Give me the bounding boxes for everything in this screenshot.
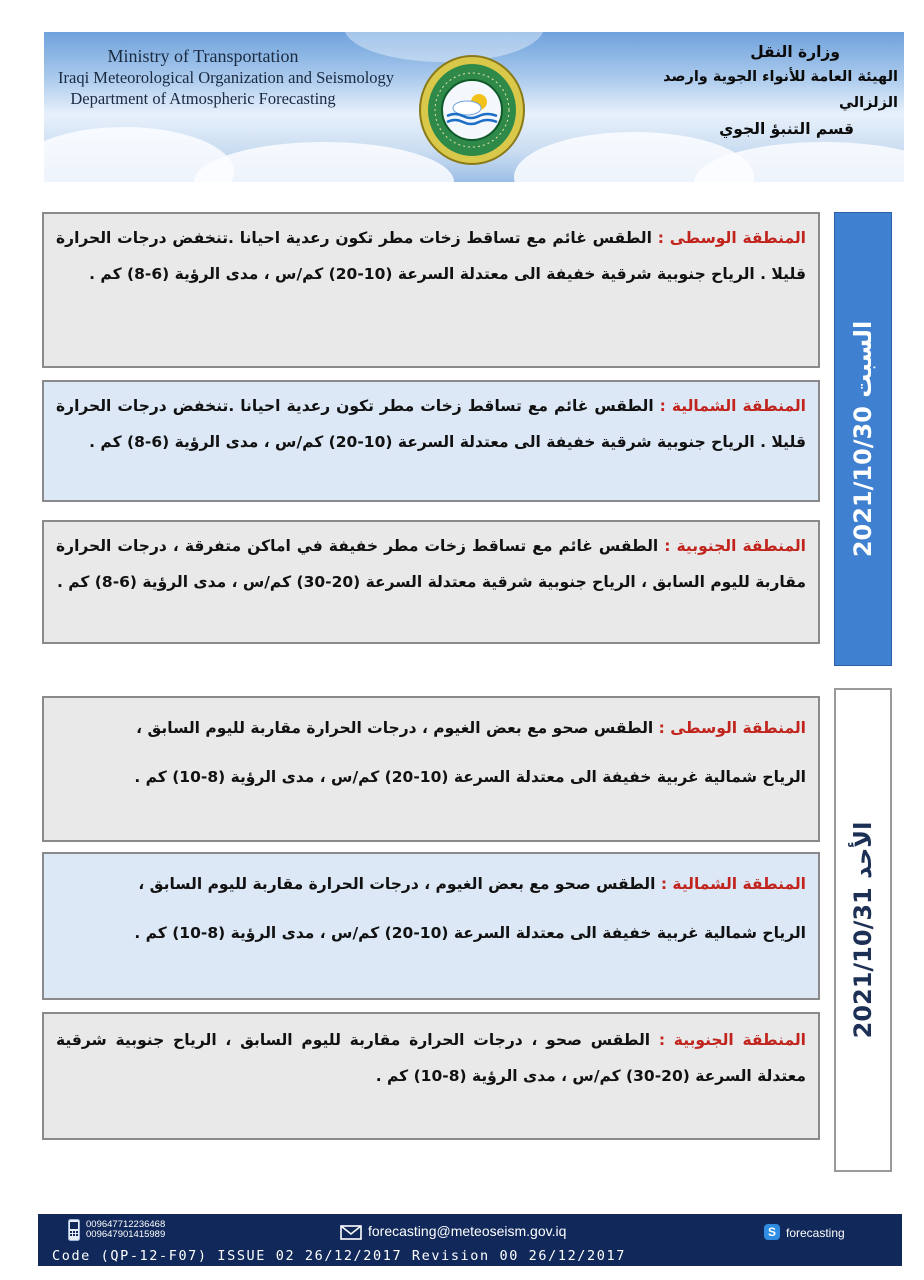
ministry-name-en: Ministry of Transportation (107, 46, 299, 66)
forecast-text: الطقس صحو ، درجات الحرارة مقاربة لليوم السابق ، الرياح جنوبية شرقية معتدلة السرعة (20-30) كم/س ، مدى الرؤية (8-10) كم . (56, 1031, 806, 1085)
meteorological-seal-icon (417, 54, 527, 166)
department-name-ar: قسم التنبؤ الجوي (719, 120, 854, 138)
day2-north-forecast (42, 852, 820, 1000)
skype-handle[interactable]: forecasting (786, 1226, 845, 1240)
email-link[interactable]: forecasting@meteoseism.gov.iq (368, 1223, 567, 1239)
region-label: المنطقة الجنوبية : (658, 1031, 806, 1049)
day2-date-label: الأحد 2021/10/31 (849, 821, 877, 1039)
region-label: المنطقة الوسطى : (658, 719, 806, 737)
phone-number-2[interactable]: 009647901415989 (86, 1229, 166, 1240)
region-label: المنطقة الشمالية : (659, 397, 806, 415)
day1-north-forecast (42, 380, 820, 502)
header-arabic (618, 40, 898, 142)
organization-name-ar: الهيئة العامة للأنواء الجوية وارصد الزلزالي (663, 69, 898, 111)
day1-date-bar (834, 212, 892, 666)
day2-south-forecast (42, 1012, 820, 1140)
day1-south-forecast (42, 520, 820, 644)
department-name-en: Department of Atmospheric Forecasting (70, 89, 336, 108)
day1-date-label: السبت 2021/10/30 (849, 320, 877, 558)
phone-number-1[interactable]: 009647712236468 (86, 1219, 166, 1230)
forecast-text-line2: الرياح شمالية غربية خفيفة الى معتدلة السرعة (10-20) كم/س ، مدى الرؤية (8-10) كم . (134, 924, 806, 942)
forecast-text-line1: الطقس صحو مع بعض الغيوم ، درجات الحرارة مقاربة لليوم السابق ، (138, 875, 661, 893)
ministry-name-ar: وزارة النقل (750, 43, 840, 61)
footer-bar (38, 1214, 902, 1266)
day1-central-forecast (42, 212, 820, 368)
day2-date-bar (834, 688, 892, 1172)
phone-numbers (86, 1220, 165, 1240)
mail-icon (340, 1225, 362, 1240)
forecast-text-line1: الطقس صحو مع بعض الغيوم ، درجات الحرارة مقاربة لليوم السابق ، (136, 719, 659, 737)
forecast-text-line2: الرياح شمالية غربية خفيفة الى معتدلة السرعة (10-20) كم/س ، مدى الرؤية (8-10) كم . (134, 768, 806, 786)
header-english (58, 46, 395, 109)
phone-icon (68, 1219, 80, 1241)
region-label: المنطقة الشمالية : (660, 875, 806, 893)
header-banner (44, 32, 904, 182)
region-label: المنطقة الوسطى : (657, 229, 806, 247)
skype-icon: S (764, 1224, 780, 1240)
day2-central-forecast (42, 696, 820, 842)
forecast-text: الطقس غائم مع تساقط زخات مطر تكون رعدية احيانا .تنخفض درجات الحرارة قليلا . الرياح جنوبية شرقية خفيفة الى معتدلة السرعة (10-20) كم/س ، مدى الرؤية (6-8) كم . (56, 229, 806, 283)
forecast-text: الطقس غائم مع تساقط زخات مطر تكون رعدية احيانا .تنخفض درجات الحرارة قليلا . الرياح جنوبية شرقية خفيفة الى معتدلة السرعة (10-20) كم/س ، مدى الرؤية (6-8) كم . (56, 397, 806, 451)
document-code-line: Code (QP-12-F07) ISSUE 02 26/12/2017 Revision 00 26/12/2017 (52, 1248, 626, 1264)
organization-name-en: Iraqi Meteorological Organization and Seismology (58, 68, 395, 87)
region-label: المنطقة الجنوبية : (664, 537, 806, 555)
footer-contacts (38, 1214, 902, 1244)
forecast-text: الطقس غائم مع تساقط زخات مطر خفيفة في اماكن متفرقة ، درجات الحرارة مقاربة لليوم السابق ، الرياح جنوبية شرقية معتدلة السرعة (20-30) كم/س ، مدى الرؤية (6-8) كم . (56, 537, 806, 591)
